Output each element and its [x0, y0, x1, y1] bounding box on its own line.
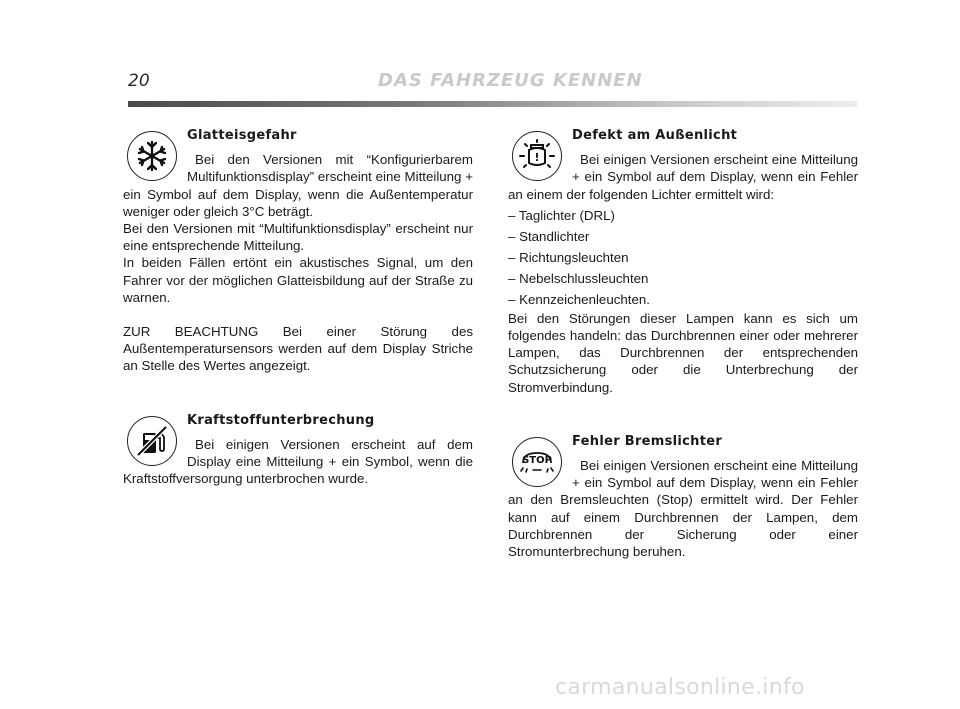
- paragraph: Bei den Störungen dieser Lampen kann es sich um folgendes handeln: das Durchbrennen einer oder mehrerer Lampen, das Durchbrennen der entsprechenden Schutzsicherung oder die Unterbrechung der Stromverbindung.: [508, 310, 858, 395]
- section-title: Fehler Bremslichter: [572, 433, 723, 449]
- paragraph: Bei einigen Versionen erscheint eine Mitteilung + ein Symbol auf dem Display, wenn ein Fehler an einem der folgenden Lichter ermittelt wird:: [508, 152, 858, 202]
- list-item: – Richtungsleuchten: [508, 249, 629, 265]
- section-kraftstoffunterbrechung: [123, 412, 473, 488]
- list-item: – Standlichter: [508, 228, 590, 244]
- paragraph: Bei den Versionen mit “Multifunktionsdisplay” erscheint nur eine entsprechende Mitteilung.: [123, 221, 473, 254]
- watermark: carmanualsonline.info: [555, 675, 805, 700]
- section-defekt-aussenlicht: [508, 127, 858, 396]
- fuel-cutoff-icon: [127, 416, 177, 466]
- page-number: 20: [128, 71, 150, 91]
- section-fehler-bremslichter: [508, 433, 858, 560]
- right-column: [508, 124, 858, 560]
- section-title: Glatteisgefahr: [187, 128, 297, 143]
- paragraph: Bei den Versionen mit “Konfigurierbarem Multifunktionsdisplay” erscheint eine Mitteilung + ein Symbol auf dem Display, wenn die Außentemperatur weniger oder gleich 3°C beträgt.: [123, 152, 473, 219]
- section-title: Kraftstoffunterbrechung: [187, 412, 375, 428]
- header-rule: [128, 101, 858, 107]
- paragraph: Bei einigen Versionen erscheint eine Mitteilung + ein Symbol auf dem Display, wenn ein Fehler an den Bremsleuchten (Stop) ermittelt wird. Der Fehler kann auf einem Durchbrennen der Lampen, dem Durchbrennen der Sicherung oder einer Stromunterbrechung beruhen.: [508, 458, 858, 560]
- note-paragraph: ZUR BEACHTUNG Bei einer Störung des Außentemperatursensors werden auf dem Display Striche an Stelle des Wertes angezeigt.: [123, 324, 473, 374]
- svg-text:!: !: [534, 151, 540, 164]
- section-title: Defekt am Außenlicht: [572, 128, 738, 143]
- left-column: [123, 124, 473, 487]
- svg-text:STOP: STOP: [522, 454, 552, 466]
- snowflake-icon: [127, 131, 177, 181]
- paragraph: In beiden Fällen ertönt ein akustisches Signal, um den Fahrer vor der möglichen Glatteisbildung auf der Straße zu warnen.: [123, 255, 473, 305]
- stop-light-icon: [512, 437, 562, 487]
- list-item: – Kennzeichenleuchten.: [508, 291, 650, 307]
- header-title: DAS FAHRZEUG KENNEN: [378, 70, 643, 91]
- exterior-light-fault-icon: [512, 131, 562, 181]
- paragraph: Bei einigen Versionen erscheint auf dem Display eine Mitteilung + ein Symbol, wenn die Kraftstoffversorgung unterbrochen wurde.: [123, 436, 473, 487]
- list-item: – Taglichter (DRL): [508, 207, 615, 223]
- list-item: – Nebelschlussleuchten: [508, 270, 649, 286]
- section-glatteisgefahr: [123, 127, 473, 375]
